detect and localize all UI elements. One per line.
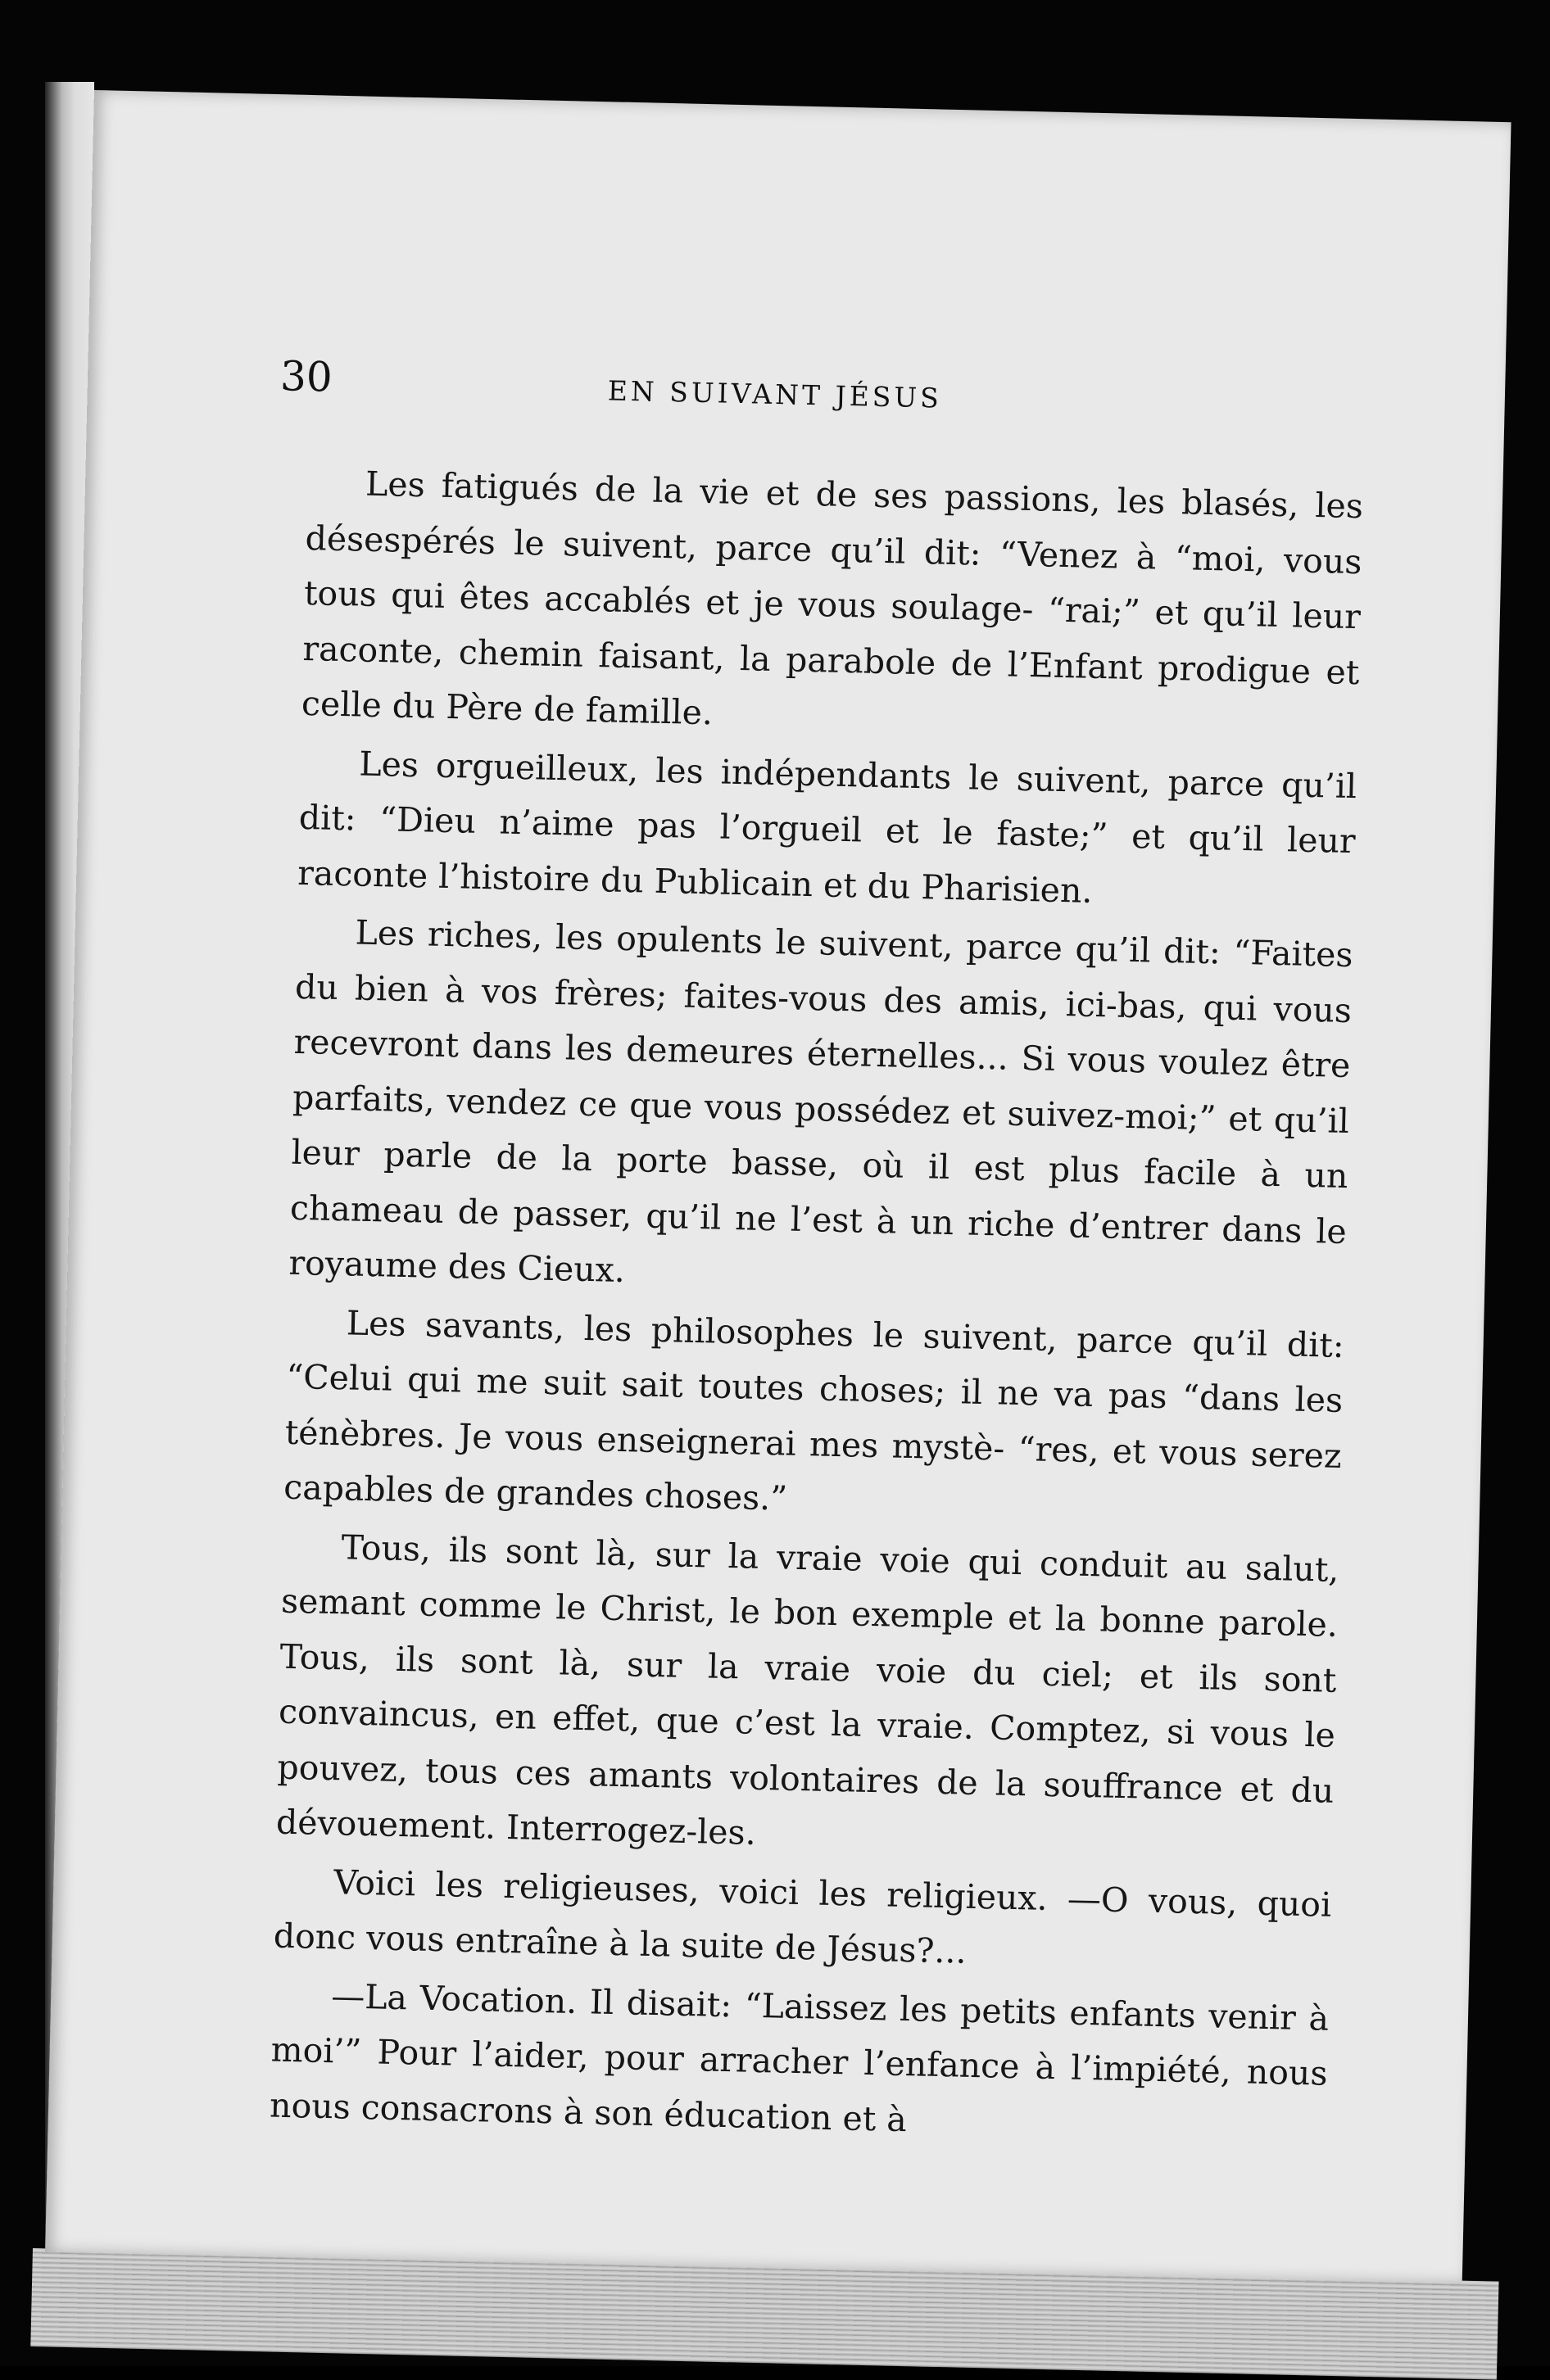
running-head [87,348,1505,446]
book-page [45,90,1511,2284]
paragraph-6: Voici les religieuses, voici les religieux. —O vous, quoi donc vous entraîne à la suite de Jésus?... [273,1862,1332,1971]
body-text [269,455,1363,2157]
page-header: EN SUIVANT JÉSUS [607,374,943,414]
page-number: 30 [279,352,333,401]
paragraph-2: Les orgueilleux, les indépendants le suivent, parce qu’il dit: “Dieu n’aime pas l’orgueil et le faste;” et qu’il leur raconte l’histoire du Publicain et du Pharisien. [297,744,1357,911]
paragraph-4: Les savants, les philosophes le suivent, parce qu’il dit: “Celui qui me suit sait toutes choses; il ne va pas “dans les ténèbres. Je vous enseignerai mes mystè- “res, et vous serez capables de grandes choses.” [283,1302,1345,1518]
paragraph-1: Les fatigués de la vie et de ses passions, les blasés, les désespérés le suivent, parce qu’il dit: “Venez à “moi, vous tous qui êtes accablés et je vous soulage- “rai;” et qu’il leur raconte, chemin faisant, la parabole de l’Enfant prodigue et celle du Père de famille. [301,464,1364,733]
paragraph-3: Les riches, les opulents le suivent, parce qu’il dit: “Faites du bien à vos frères; faites-vous des amis, ici-bas, qui vous recevront dans les demeures éternelles... Si vous voulez être parfaits, vendez ce que vous possédez et suivez-moi;” et qu’il leur parle de la porte basse, où il est plus facile à un chameau de passer, qu’il ne l’est à un riche d’entrer dans le royaume des Cieux. [288,912,1353,1291]
paragraph-5: Tous, ils sont là, sur la vraie voie qui conduit au salut, semant comme le Christ, le bon exemple et la bonne parole. Tous, ils sont là, sur la vraie voie du ciel; et ils sont convaincus, en effet, que c’est la vraie. Comptez, si vous le pouvez, tous ces amants volontaires de la souffrance et du dévouement. Interrogez-les. [275,1527,1339,1853]
paragraph-7: —La Vocation. Il disait: “Laissez les petits enfants venir à moi’” Pour l’aider, pour arracher l’enfance à l’impiété, nous nous consacrons à son éducation et à [269,1975,1330,2139]
